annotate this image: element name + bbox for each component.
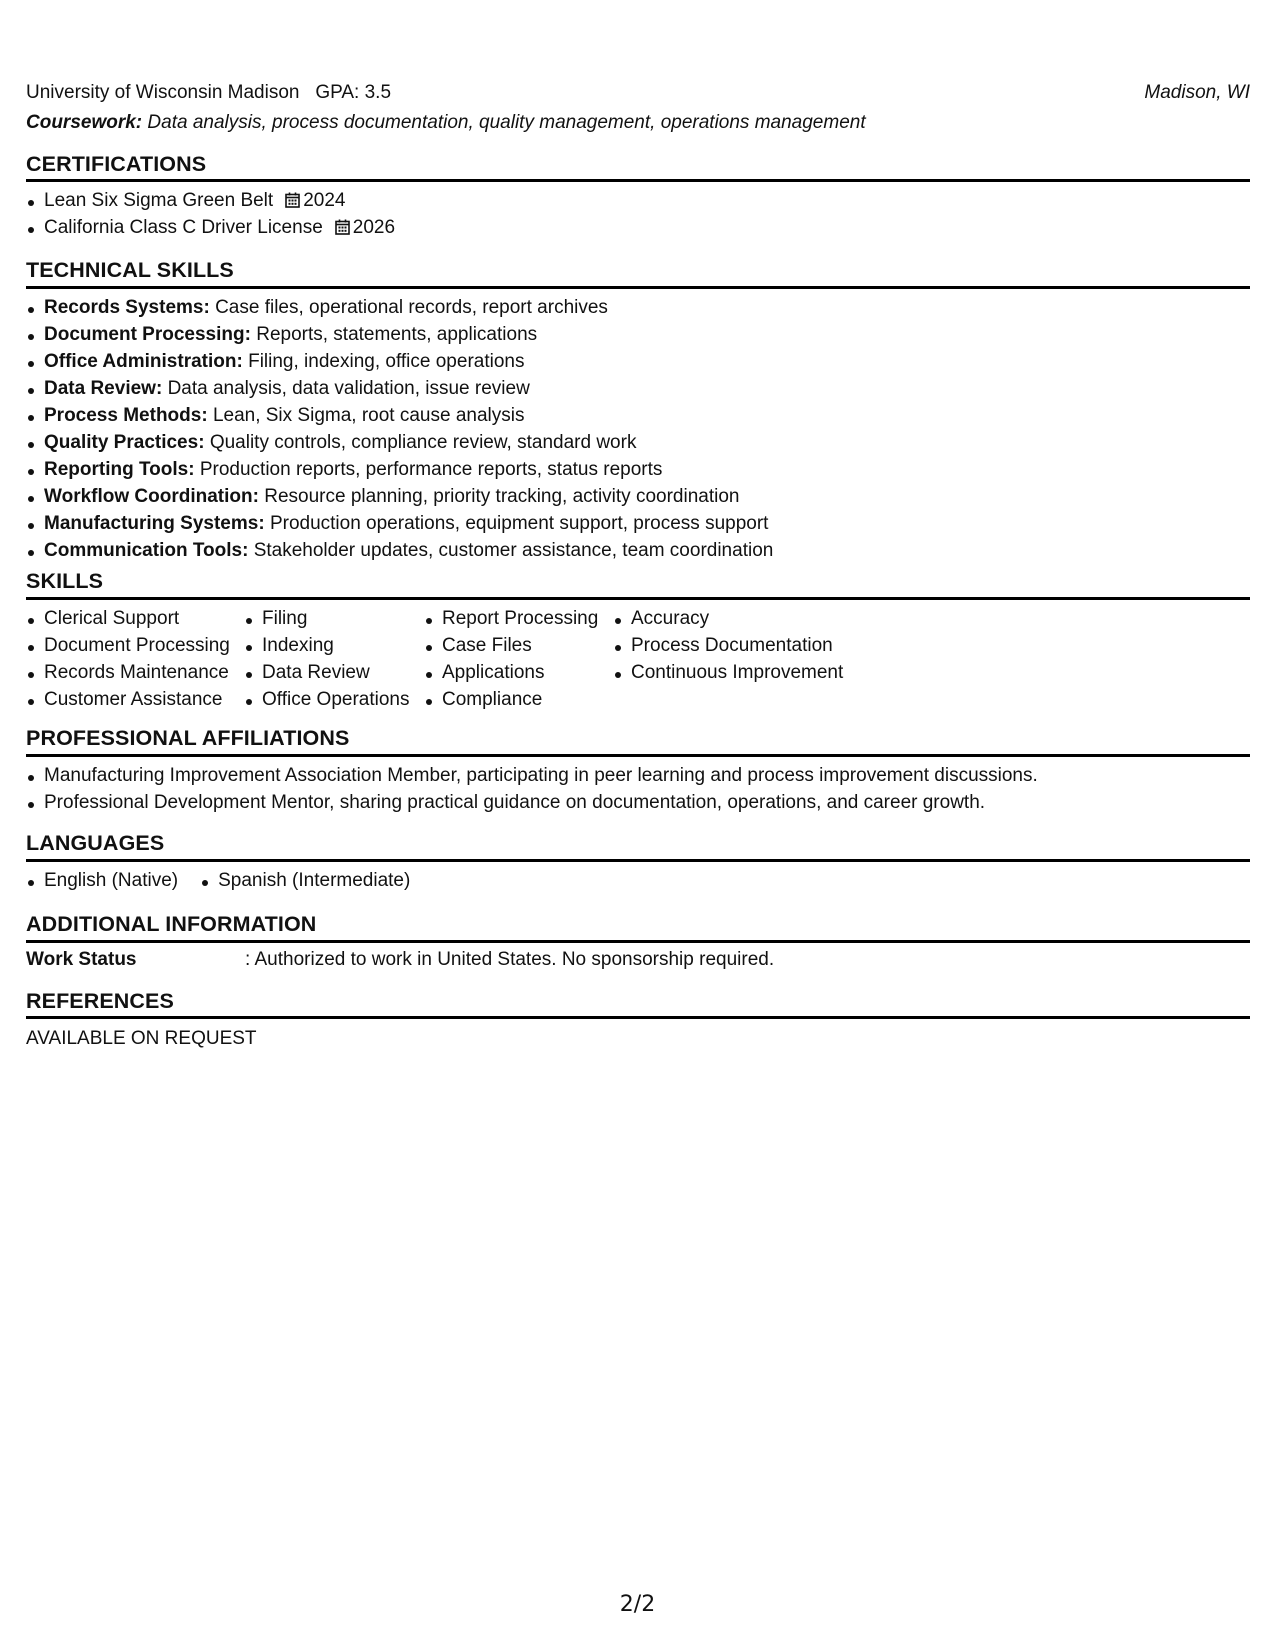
list-item: Document Processing (26, 634, 230, 661)
certifications-heading (26, 151, 1250, 177)
work-status-label: Work Status (26, 949, 137, 970)
list-item (26, 458, 773, 485)
skill-label: Manufacturing Systems: (44, 513, 265, 534)
skill-text: Lean, Six Sigma, root cause analysis (212, 405, 525, 426)
certification-name: California Class C Driver License (44, 217, 323, 238)
list-item: Accuracy (613, 607, 843, 634)
list-item: Applications (424, 661, 598, 688)
list-item: Data Review (244, 661, 410, 688)
skill-label: Workflow Coordination: (44, 486, 259, 507)
languages-list (26, 869, 432, 893)
list-item: Report Processing (424, 607, 598, 634)
certification-year: 2024 (303, 190, 346, 211)
list-item (26, 431, 773, 458)
skill-text: Production operations, equipment support, process support (269, 513, 769, 534)
language-item: Spanish (Intermediate) (200, 869, 410, 893)
skills-column (244, 607, 410, 715)
skills-column (613, 607, 843, 688)
affiliations-heading (26, 725, 1250, 751)
resume-page (26, 0, 1250, 1650)
language-item: English (Native) (26, 869, 178, 893)
skill-label: Office Administration: (44, 351, 243, 372)
skill-text: Quality controls, compliance review, standard work (209, 432, 637, 453)
list-item: Process Documentation (613, 634, 843, 661)
work-status-value: : Authorized to work in United States. No sponsorship required. (245, 949, 775, 970)
skill-label: Records Systems: (44, 297, 210, 318)
certification-name: Lean Six Sigma Green Belt (44, 190, 274, 211)
list-item (26, 377, 773, 404)
list-item: Indexing (244, 634, 410, 661)
education-school-line (26, 81, 391, 105)
section-divider (26, 286, 1250, 289)
skills-column (424, 607, 598, 715)
certifications-list (26, 189, 395, 243)
list-item (26, 216, 395, 243)
section-divider (26, 597, 1250, 600)
skill-label: Quality Practices: (44, 432, 205, 453)
list-item: Case Files (424, 634, 598, 661)
list-item: Office Operations (244, 688, 410, 715)
technical-skills-list (26, 296, 773, 566)
list-item: Clerical Support (26, 607, 230, 634)
skill-text: Case files, operational records, report archives (215, 297, 608, 318)
education-row (26, 81, 1250, 105)
calendar-icon (335, 218, 350, 242)
coursework-label: Coursework: (26, 112, 143, 133)
section-title: CERTIFICATIONS (26, 152, 207, 176)
section-title: REFERENCES (26, 989, 174, 1013)
coursework-text: Data analysis, process documentation, quality management, operations management (147, 112, 866, 133)
section-title: TECHNICAL SKILLS (26, 258, 234, 282)
languages-heading (26, 830, 1250, 856)
section-divider (26, 940, 1250, 943)
list-item (26, 296, 773, 323)
list-item (26, 189, 395, 216)
list-item (26, 539, 773, 566)
skills-heading (26, 568, 1250, 594)
section-divider (26, 859, 1250, 862)
certification-year: 2026 (352, 217, 396, 238)
education-location: Madison, WI (1144, 82, 1250, 103)
affiliations-list (26, 764, 1038, 818)
section-divider (26, 754, 1250, 757)
coursework-line (26, 111, 866, 135)
skill-label: Data Review: (44, 378, 163, 399)
skills-column (26, 607, 230, 715)
skill-label: Document Processing: (44, 324, 251, 345)
school-name: University of Wisconsin Madison (26, 82, 300, 103)
skill-text: Stakeholder updates, customer assistance, team coordination (253, 540, 774, 561)
list-item (26, 350, 773, 377)
skill-label: Process Methods: (44, 405, 208, 426)
section-title: LANGUAGES (26, 831, 165, 855)
page-number: 2/2 (619, 1592, 656, 1617)
gpa: GPA: 3.5 (315, 82, 392, 103)
skill-text: Filing, indexing, office operations (248, 351, 525, 372)
references-heading (26, 988, 1250, 1014)
section-title: PROFESSIONAL AFFILIATIONS (26, 726, 350, 750)
section-title: ADDITIONAL INFORMATION (26, 912, 317, 936)
calendar-icon (285, 191, 300, 215)
list-item (26, 512, 773, 539)
skill-text: Reports, statements, applications (256, 324, 538, 345)
list-item: Compliance (424, 688, 598, 715)
skill-text: Data analysis, data validation, issue review (167, 378, 530, 399)
section-divider (26, 1016, 1250, 1019)
skill-text: Resource planning, priority tracking, activity coordination (264, 486, 740, 507)
skill-label: Communication Tools: (44, 540, 249, 561)
list-item (26, 323, 773, 350)
list-item: Filing (244, 607, 410, 634)
section-title: SKILLS (26, 569, 104, 593)
technical-skills-heading (26, 257, 1250, 283)
skill-label: Reporting Tools: (44, 459, 195, 480)
skill-text: Production reports, performance reports, status reports (199, 459, 663, 480)
list-item: Customer Assistance (26, 688, 230, 715)
list-item: Records Maintenance (26, 661, 230, 688)
section-divider (26, 179, 1250, 182)
list-item (26, 404, 773, 431)
additional-info-heading (26, 911, 1250, 937)
list-item: Continuous Improvement (613, 661, 843, 688)
references-text: AVAILABLE ON REQUEST (26, 1028, 257, 1049)
list-item: Manufacturing Improvement Association Member, participating in peer learning and process improvement discussions. (26, 764, 1038, 791)
list-item: Professional Development Mentor, sharing practical guidance on documentation, operations, and career growth. (26, 791, 1038, 818)
list-item (26, 485, 773, 512)
